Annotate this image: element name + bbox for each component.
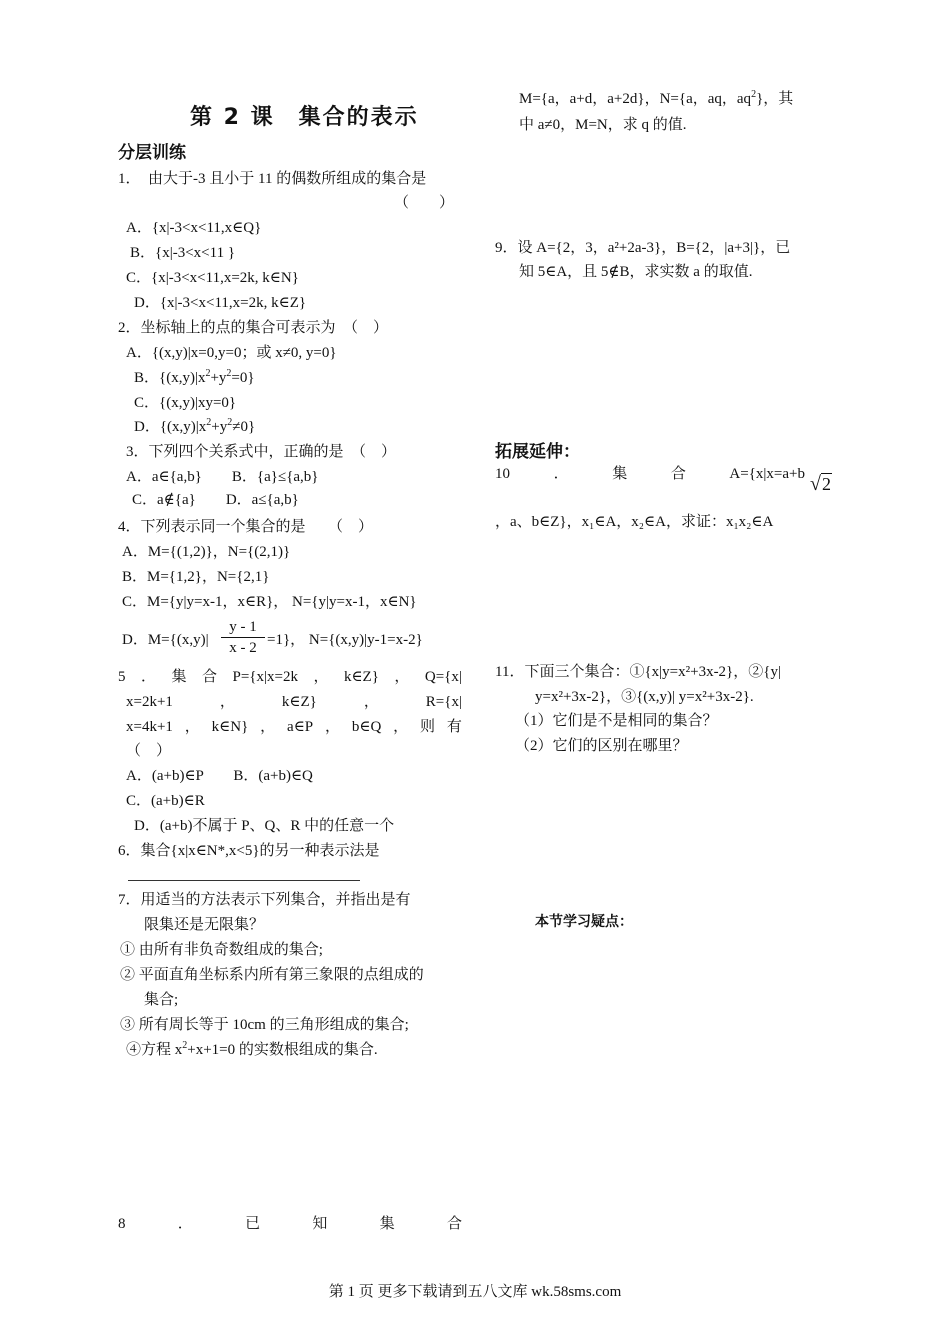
q11-line2: y=x²+3x-2}，③{(x,y)| y=x²+3x-2}. bbox=[535, 689, 754, 705]
q4-fraction-denominator: x - 2 bbox=[229, 640, 257, 656]
q7-item-3: ③ 所有周长等于 10cm 的三角形组成的集合; bbox=[120, 1017, 409, 1033]
q8-line1: 8 ． 已 知 集 合 bbox=[118, 1216, 462, 1232]
q5-answer-paren: （ ） bbox=[126, 743, 172, 759]
q1-option-b: B．{x|-3<x<11 } bbox=[130, 245, 236, 261]
section-heading-extension: 拓展延伸： bbox=[495, 442, 580, 462]
q5-line1: 5 ． 集 合 P={x|x=2k ， k∈Z} ， Q={x| bbox=[118, 669, 462, 685]
q7-stem-line2: 限集还是无限集？ bbox=[144, 917, 265, 933]
q11-sub2: （2）它们的区别在哪里？ bbox=[515, 738, 688, 754]
q2-stem: 2．坐标轴上的点的集合可表示为 （ ） bbox=[118, 320, 389, 336]
q1-option-a: A．{x|-3<x<11,x∈Q} bbox=[126, 220, 262, 236]
q9-line2: 知 5∈A，且 5∉B，求实数 a 的取值. bbox=[519, 264, 753, 280]
q2-option-b: B．$\{(x,y)|x^2+y^2=0\}$ bbox=[134, 368, 255, 386]
q1-option-d: D．{x|-3<x<11,x=2k, k∈Z} bbox=[134, 295, 307, 311]
q6-stem: 6．集合{x|x∈N*,x<5}的另一种表示法是 bbox=[118, 843, 380, 859]
q11-sub1: （1）它们是不是相同的集合？ bbox=[515, 713, 718, 729]
q10-line2: ，a、b∈Z}，x₁∈A，x₂∈A，求证：x₁x₂∈A bbox=[495, 514, 774, 530]
q5-line2: x=2k+1 ， k∈Z} ， R={x| bbox=[126, 694, 462, 710]
study-doubts-label: 本节学习疑点： bbox=[535, 914, 633, 930]
q5-option-c: C．(a+b)∈R bbox=[126, 793, 205, 809]
q8-cont-line2: 中 a≠0，M=N，求 q 的值. bbox=[519, 117, 687, 133]
q6-answer-blank bbox=[128, 880, 360, 881]
q7-item-2: ② 平面直角坐标系内所有第三象限的点组成的 bbox=[120, 967, 424, 983]
q7-stem-line1: 7．用适当的方法表示下列集合，并指出是有 bbox=[118, 892, 411, 908]
page-title: 第 2 课 集合的表示 bbox=[190, 105, 419, 130]
page-footer: 第 1 页 更多下载请到五八文库 wk.58sms.com bbox=[328, 1284, 622, 1300]
q4-stem: 4．下列表示同一个集合的是 （ ） bbox=[118, 519, 374, 535]
q5-option-d: D．(a+b)不属于 P、Q、R 中的任意一个 bbox=[134, 818, 395, 834]
q4-option-b: B．M={1,2}，N={2,1} bbox=[122, 569, 270, 585]
q4-fraction bbox=[221, 617, 265, 658]
q1-answer-paren: （ ） bbox=[394, 195, 455, 211]
q3-stem: 3．下列四个关系式中，正确的是 （ ） bbox=[126, 444, 397, 460]
q8-cont-line1: M={a，a+d，a+2d}，N={a，aq，$aq^2$}，其 bbox=[519, 89, 794, 107]
q7-item-2-cont: 集合; bbox=[144, 992, 179, 1008]
q3-options-row1: A．a∈{a,b} B．{a}≤{a,b} bbox=[126, 469, 319, 485]
q11-line1: 11．下面三个集合：①{x|y=x²+3x-2}，②{y| bbox=[495, 664, 781, 680]
section-heading-training: 分层训练 bbox=[118, 143, 186, 163]
q7-item-1: ① 由所有非负奇数组成的集合; bbox=[120, 942, 323, 958]
q2-option-c: C．{(x,y)|xy=0} bbox=[134, 395, 237, 411]
q9-line1: 9．设 A={2，3，a²+2a-3}，B={2，|a+3|}，已 bbox=[495, 240, 791, 256]
q4-option-a: A．M={(1,2)}，N={(2,1)} bbox=[122, 544, 291, 560]
q4-option-d-suffix: =1}， N={(x,y)|y-1=x-2} bbox=[267, 632, 423, 648]
q2-option-a: A．{(x,y)|x=0,y=0；或 x≠0, y=0} bbox=[126, 345, 337, 361]
q10-sqrt: √2 bbox=[810, 473, 831, 495]
q3-options-row2: C．a∉{a} D．a≤{a,b} bbox=[132, 492, 299, 508]
q5-line3: x=4k+1 ， k∈N} ， a∈P ， b∈Q ， 则 有 bbox=[126, 719, 462, 735]
q4-option-d-prefix: D．M={(x,y)| bbox=[122, 632, 209, 648]
q10-line1: 10 ． 集 合 A={x|x=a+b bbox=[495, 466, 805, 482]
q1-stem: 1． 由大于-3 且小于 11 的偶数所组成的集合是 bbox=[118, 171, 427, 187]
q4-fraction-numerator: y - 1 bbox=[221, 617, 265, 638]
q1-option-c: C．{x|-3<x<11,x=2k, k∈N} bbox=[126, 270, 299, 286]
q7-item-4: ④方程 $x^2+x+1=0$ 的实数根组成的集合. bbox=[126, 1040, 378, 1058]
q2-option-d: D．$\{(x,y)|x^2+y^2\ne 0\}$ bbox=[134, 417, 256, 435]
q4-option-c: C．M={y|y=x-1，x∈R}， N={y|y=x-1，x∈N} bbox=[122, 594, 417, 610]
q5-options-ab: A．(a+b)∈P B．(a+b)∈Q bbox=[126, 768, 313, 784]
